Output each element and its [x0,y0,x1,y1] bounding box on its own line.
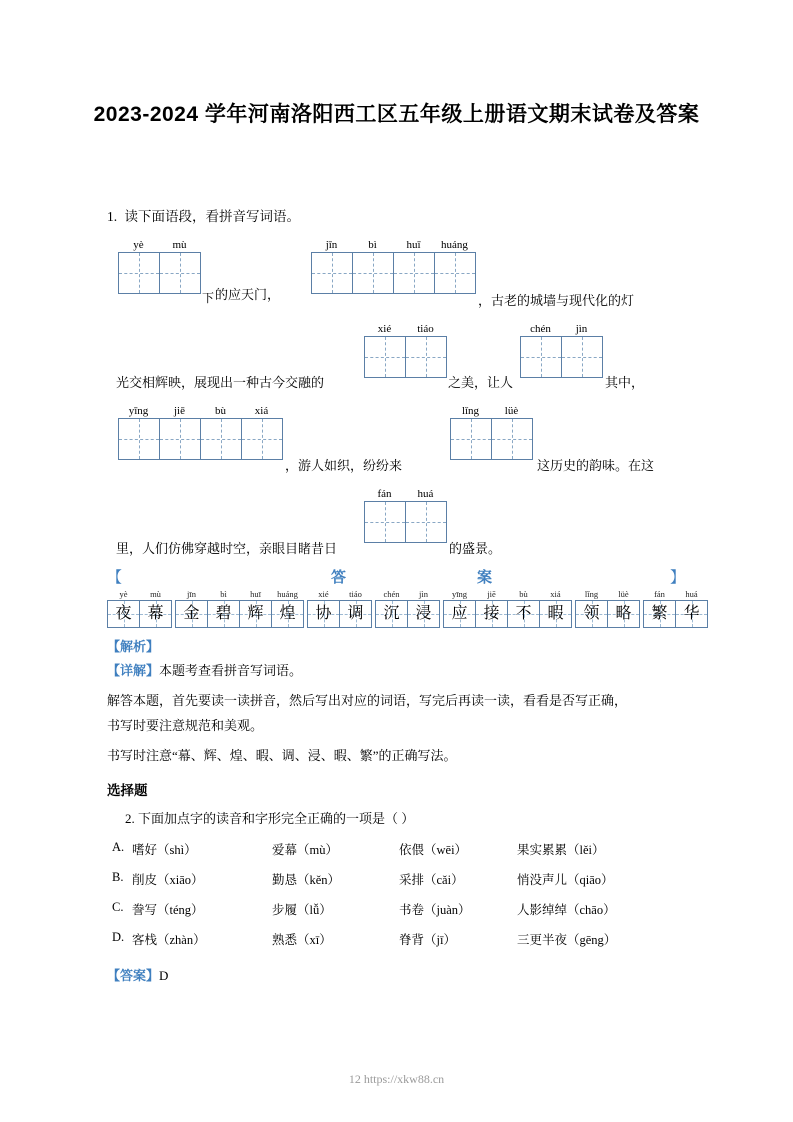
option-item: 果实累累（lěi） [517,843,605,857]
tianzi-cell[interactable] [406,336,447,378]
tianzi-cell [308,600,340,628]
analysis-label [107,636,159,655]
pinyin-syllable: jiē [487,589,496,599]
pinyin-syllable: bù [519,589,528,599]
tianzi-cell[interactable] [365,501,406,543]
pinyin-row [376,588,440,600]
pinyin-syllable: jiē [174,405,185,417]
answer-word-1: 答 [331,569,347,586]
pinyin-syllable: jīn [325,239,338,251]
pinyin-row [311,238,475,252]
tianzi-cell [376,600,408,628]
tianzi-cell [608,600,640,628]
option-label: D. [112,930,125,944]
answer-char: 调 [347,605,364,622]
pinyin-row [108,588,172,600]
pinyin-row [520,322,602,336]
answer-char: 接 [483,605,500,622]
pinyin-syllable: huī [250,589,261,599]
bracket-right: 】 [669,569,685,586]
answer-word-2: 案 [477,569,493,586]
analysis-line-4: 书写时注意“幕、辉、煌、暇、调、浸、暇、繁”的正确写法。 [107,748,457,763]
detail-label-text: 【详解】 [107,663,160,678]
pinyin-syllable: fán [654,589,665,599]
pinyin-syllable: fán [377,488,392,500]
tianzi-cell[interactable] [365,336,406,378]
pinyin-syllable: jìn [419,589,428,599]
tianzi-cell [208,600,240,628]
pinyin-row [364,487,446,501]
pinyin-syllable: huá [417,488,434,500]
option-item: 步履（lǚ） [272,903,332,917]
answer-char: 幕 [147,605,164,622]
pinyin-syllable: tiáo [417,323,434,335]
tianzi-cell[interactable] [451,418,492,460]
tianzi-cell [176,600,208,628]
pinyin-syllable: huá [685,589,698,599]
pinyin-syllable: bù [215,405,226,417]
question-1-header [107,205,300,225]
tianzi-cell [644,600,676,628]
tianzi-cell[interactable] [353,252,394,294]
option-label: A. [112,840,125,854]
answer-word-block [575,588,640,628]
pinyin-row [176,588,304,600]
bracket-left: 【 [107,569,123,586]
tianzi-cell [272,600,304,628]
answer-label-band [107,566,685,588]
pinyin-syllable: jìn [575,323,588,335]
passage-seg-2: ，古老的城墙与现代化的灯 [478,293,635,308]
pinyin-blank-4[interactable] [520,322,603,378]
option-item: 依偎（wēi） [399,843,468,857]
question-1-number: 1. [107,209,118,224]
passage-seg-4: 之美，让人 [448,375,514,390]
pinyin-syllable: yīng [128,405,149,417]
pinyin-syllable: yè [119,589,128,599]
answer-word-block [443,588,572,628]
tianzi-cell [676,600,708,628]
tianzi-cell[interactable] [201,418,242,460]
pinyin-row [364,322,446,336]
pinyin-row [118,404,282,418]
tianzi-cells [575,600,640,628]
pinyin-syllable: bì [220,589,227,599]
tianzi-cell [140,600,172,628]
page-footer: 12 https://xkw88.cn [348,1072,445,1086]
answer-word-block [307,588,372,628]
tianzi-cells [175,600,304,628]
pinyin-syllable: xié [318,589,329,599]
passage-seg-8: 里，人们仿佛穿越时空，亲眼目睹昔日 [116,541,338,556]
option-item: 誊写（téng） [132,903,204,917]
passage-seg-1b: 的应天门， [215,287,281,302]
option-item: 熟悉（xī） [272,933,332,947]
answer-char: 繁 [651,605,668,622]
option-label: C. [112,900,124,914]
pinyin-syllable: yè [133,239,144,251]
answer-word-block [175,588,304,628]
option-item: 人影绰绰（chāo） [517,903,616,917]
passage-seg-6: ，游人如织，纷纷来 [285,458,403,473]
pinyin-syllable: chén [383,589,400,599]
option-item: 客栈（zhàn） [132,933,206,947]
pinyin-syllable: jīn [187,589,196,599]
tianzi-cells [450,418,533,460]
tianzi-cells [118,252,201,294]
pinyin-row [576,588,640,600]
pinyin-row [444,588,572,600]
answer-char: 浸 [415,605,432,622]
tianzi-cells [364,336,447,378]
question-1-text: 读下面语段，看拼音写词语。 [124,209,300,224]
tianzi-cell[interactable] [160,418,201,460]
section-title: 选择题 [107,783,148,798]
pinyin-blank-3[interactable] [364,322,447,378]
answer-char: 领 [583,605,600,622]
answer-char: 辉 [247,605,264,622]
tianzi-cells [643,600,708,628]
answer-label-text: 【答案】 [107,968,160,983]
option-item: 脊背（jī） [399,933,456,947]
tianzi-cells [107,600,172,628]
pinyin-row [644,588,708,600]
answer-char: 金 [183,605,200,622]
tianzi-cell[interactable] [562,336,603,378]
tianzi-cells [364,501,447,543]
option-item: 嗜好（shì） [132,843,197,857]
option-item: 悄没声儿（qiāo） [517,873,614,887]
pinyin-syllable: lǐng [461,405,480,417]
option-item: 三更半夜（gēng） [517,933,617,947]
answer-char: 碧 [215,605,232,622]
tianzi-cell[interactable] [435,252,476,294]
passage-seg-3: 光交相辉映，展现出一种古今交融的 [116,375,325,390]
tianzi-cells [375,600,440,628]
pinyin-syllable: xiá [254,405,269,417]
pinyin-syllable: huī [406,239,421,251]
tianzi-cell [508,600,540,628]
pinyin-syllable: huáng [441,239,468,251]
answer-char: 沉 [383,605,400,622]
tianzi-cell[interactable] [394,252,435,294]
option-item: 书卷（juàn） [399,903,471,917]
pinyin-syllable: lüè [618,589,629,599]
answer-char: 华 [683,605,700,622]
tianzi-cell [408,600,440,628]
pinyin-syllable: chén [530,323,551,335]
answer-word-block [107,588,172,628]
pinyin-syllable: huáng [277,589,298,599]
tianzi-cell [476,600,508,628]
question-2-header [125,808,414,827]
tianzi-cells [307,600,372,628]
tianzi-cells [118,418,283,460]
pinyin-syllable: xiá [550,589,561,599]
tianzi-cell[interactable] [406,501,447,543]
tianzi-cell [240,600,272,628]
question-2-text: 下面加点字的读音和字形完全正确的一项是（ ） [138,811,415,826]
answer-char: 应 [451,605,468,622]
pinyin-syllable: lǐng [584,589,599,599]
answer-char: 略 [615,605,632,622]
answer-char: 暇 [547,605,564,622]
pinyin-syllable: lüè [504,405,519,417]
passage-seg-5: 其中， [605,375,645,390]
pinyin-syllable: mù [172,239,187,251]
question-2-answer [107,965,168,984]
tianzi-cell[interactable] [492,418,533,460]
analysis-label-text: 【解析】 [107,639,160,654]
pinyin-syllable: mù [150,589,161,599]
answer-char: 煌 [279,605,296,622]
answer-char: 不 [515,605,532,622]
passage-seg-9: 的盛景。 [449,541,502,556]
pinyin-syllable: yīng [451,589,468,599]
passage-seg-1a: 下 [202,291,215,305]
detail-body-text: 本题考查看拼音写词语。 [159,663,303,678]
pinyin-blank-1[interactable] [118,238,201,294]
passage-seg-7: 这历史的韵味。在这 [537,458,655,473]
tianzi-cells [520,336,603,378]
tianzi-cell[interactable] [521,336,562,378]
answer-words-row [107,588,708,628]
tianzi-cell[interactable] [242,418,283,460]
option-item: 采排（cǎi） [399,873,464,887]
pinyin-blank-6[interactable] [450,404,533,460]
pinyin-row [308,588,372,600]
tianzi-cells [311,252,476,294]
pinyin-row [118,238,200,252]
analysis-line-2: 解答本题，首先要读一读拼音，然后写出对应的词语，写完后再读一读，看看是否写正确， [107,693,628,708]
option-item: 削皮（xiāo） [132,873,204,887]
tianzi-cell[interactable] [119,418,160,460]
tianzi-cell [540,600,572,628]
pinyin-blank-2[interactable] [311,238,476,294]
pinyin-row [450,404,532,418]
page-title: 2023-2024 学年河南洛阳西工区五年级上册语文期末试卷及答案 [93,103,700,126]
tianzi-cell [108,600,140,628]
answer-char: 夜 [115,605,132,622]
answer-word-block [375,588,440,628]
tianzi-cell[interactable] [119,252,160,294]
question-2-number: 2. [125,811,135,826]
analysis-line-3: 书写时要注意规范和美观。 [107,718,264,733]
tianzi-cell[interactable] [160,252,201,294]
tianzi-cell [576,600,608,628]
tianzi-cell [340,600,372,628]
answer-char: 协 [315,605,332,622]
tianzi-cell [444,600,476,628]
option-label: B. [112,870,124,884]
pinyin-blank-7[interactable] [364,487,447,543]
answer-word-block [643,588,708,628]
option-item: 爱幕（mù） [272,843,338,857]
tianzi-cell[interactable] [312,252,353,294]
pinyin-syllable: tiáo [349,589,362,599]
option-item: 勤恳（kěn） [272,873,341,887]
detail-line [107,660,302,679]
answer-value-text: D [159,968,169,983]
tianzi-cells [443,600,572,628]
pinyin-blank-5[interactable] [118,404,283,460]
pinyin-syllable: xié [377,323,392,335]
pinyin-syllable: bì [368,239,377,251]
